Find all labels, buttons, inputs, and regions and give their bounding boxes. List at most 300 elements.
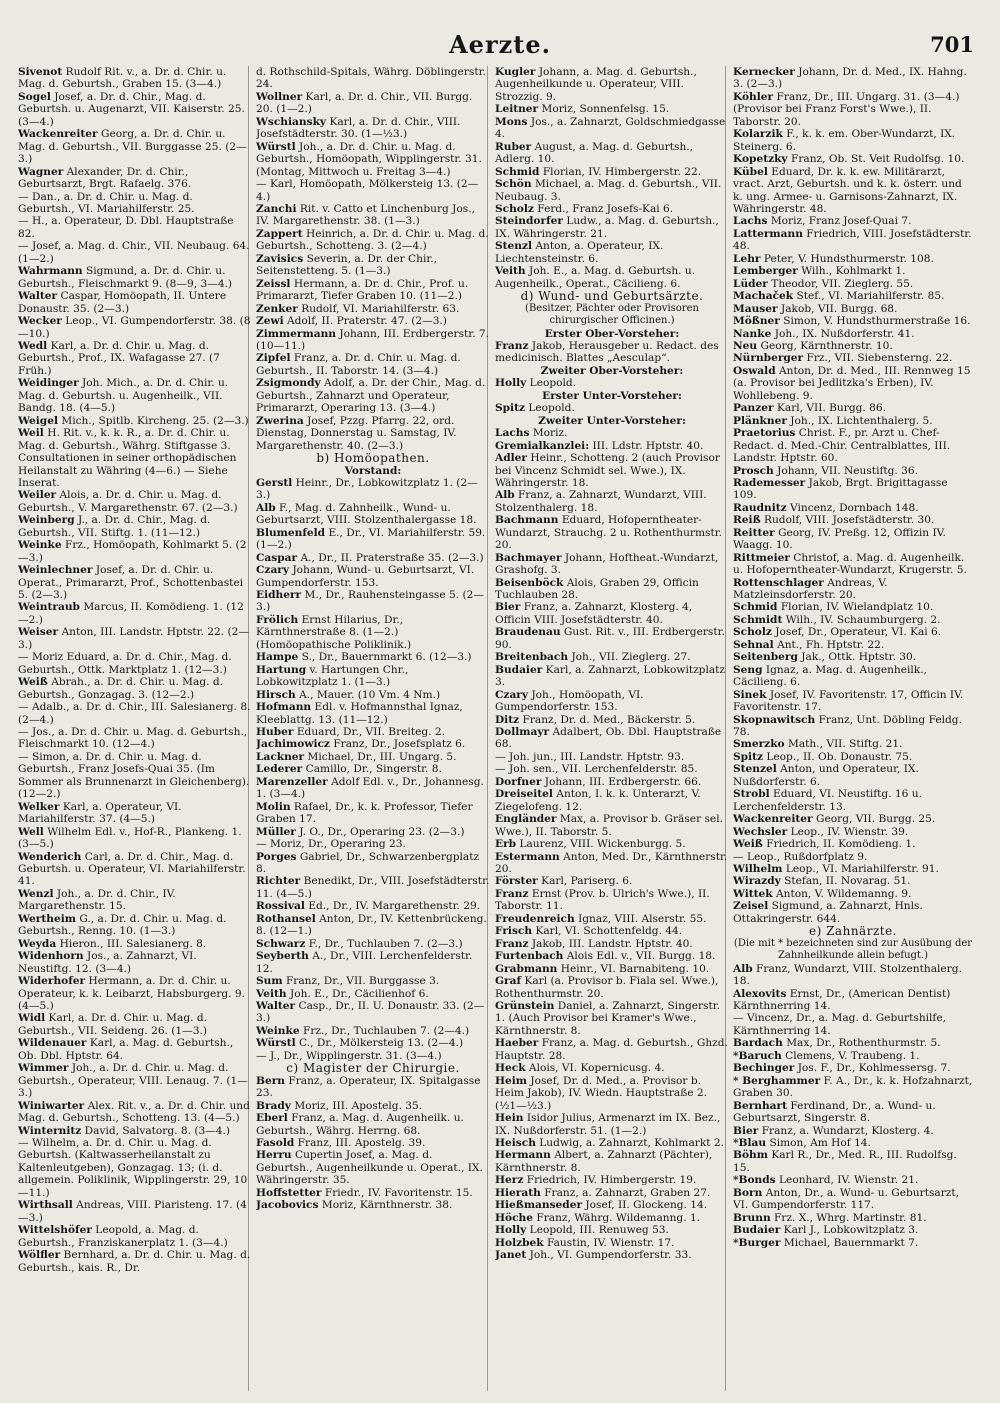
directory-entry	[733, 228, 973, 253]
directory-entry	[733, 1012, 973, 1037]
entry-name: Budaier	[733, 1224, 781, 1237]
entry-details: E., Dr., VI. Mariahilferstr. 59. (1—2.)	[256, 526, 486, 552]
directory-entry	[495, 514, 729, 551]
entry-details: J. O., Dr., Operaring 23. (2—3.)	[299, 825, 465, 838]
directory-entry	[733, 265, 973, 277]
entry-details: Gust. Rit. v., III. Erdbergerstr. 90.	[495, 626, 725, 651]
directory-entry	[495, 116, 729, 141]
directory-entry	[256, 851, 490, 876]
entry-details: Joh., IX. Lichtenthalerg. 5.	[790, 414, 933, 427]
directory-entry	[256, 988, 490, 1000]
directory-entry	[733, 1174, 973, 1186]
entry-details: Moriz, Sonnenfelsg. 15.	[541, 103, 670, 116]
directory-entry	[18, 1100, 252, 1125]
directory-entry	[18, 975, 252, 1012]
entry-details: Joh., a. Dr. d. Chir., IV. Margarethenstr. 15.	[18, 887, 176, 913]
entry-name: Lemberger	[733, 265, 798, 278]
entry-details: Benedikt, Dr., VIII. Josefstädterstr. 11. (4—5.)	[256, 875, 490, 900]
entry-details: Josef, II. Glockeng. 14.	[585, 1199, 708, 1212]
directory-entry	[733, 315, 973, 327]
directory-entry	[256, 801, 490, 826]
entry-details: Laurenz, VIII. Wickenburgg. 5.	[519, 838, 686, 851]
entry-name: Blumenfeld	[256, 526, 326, 539]
entry-details: Karl, a. Dr. d. Chir. u. Mag. d. Geburtsh., VII. Seideng. 26. (1—3.)	[18, 1012, 208, 1037]
entry-name: Veith	[495, 265, 526, 278]
entry-name: Weinberg	[18, 514, 75, 527]
entry-name: Wschiansky	[256, 115, 327, 128]
entry-name: Brady	[256, 1099, 291, 1112]
entry-details: August, a. Mag. d. Geburtsh., Adlerg. 10.	[495, 140, 694, 166]
entry-name: Wedl	[18, 339, 48, 352]
entry-details: Ludw., a. Mag. d. Geburtsh., IX. Währingerstr. 21.	[495, 215, 719, 240]
entry-name: Beisenböck	[495, 576, 564, 589]
directory-entry	[256, 1112, 490, 1137]
entry-details: Joh. E., Dr., Cäcilienhof 6.	[289, 987, 429, 1000]
directory-entry	[733, 626, 973, 638]
directory-entry	[18, 240, 252, 265]
directory-entry	[256, 91, 490, 116]
entry-name: Lattermann	[733, 227, 803, 240]
directory-entry	[495, 875, 729, 887]
entry-details: Michael, a. Mag. d. Geburtsh., VII. Neubaug. 3.	[495, 178, 722, 203]
entry-details: Leopold, a. Mag. d. Geburtsh., Franziskanerplatz 1. (3—4.)	[18, 1224, 228, 1249]
directory-entry	[18, 489, 252, 514]
entry-details: Johann, III. Erdbergerstr. 7. (10—11.)	[256, 327, 490, 352]
entry-details: Franz, a. Wundarzt, Klosterg. 4.	[761, 1124, 934, 1137]
entry-name: Frisch	[495, 925, 533, 938]
entry-details: Leop., IV. Wienstr. 39.	[790, 825, 909, 838]
entry-details: — J., Dr., Wipplingerstr. 31. (3—4.)	[256, 1049, 442, 1062]
entry-details: Wilhelm Edl. v., Hof-R., Plankeng. 1. (3—5.)	[18, 825, 242, 851]
entry-details: Franz, Dr., Josefsplatz 6.	[333, 738, 466, 751]
directory-entry	[733, 1062, 973, 1074]
entry-name: Alb	[495, 489, 515, 502]
entry-name: Ruber	[495, 140, 532, 153]
entry-name: Mößner	[733, 315, 780, 328]
directory-entry	[256, 315, 490, 327]
entry-name: Molin	[256, 800, 291, 813]
entry-details: Mich., Spitlb. Kircheng. 25. (2—3.)	[61, 414, 249, 427]
entry-details: Christ. F., pr. Arzt u. Chef-Redact. d. Med.-Chir. Centralblattes, III. Landstr. Hptstr. 60.	[733, 427, 951, 465]
directory-entry	[495, 215, 729, 240]
directory-entry	[495, 577, 729, 602]
entry-name: Rossival	[256, 900, 305, 913]
entry-name: Zenker	[256, 302, 298, 315]
entry-details: Rudolf, VIII. Josefstädterstr. 30.	[764, 514, 935, 527]
entry-details: Florian, IV. Himbergerstr. 22.	[542, 165, 702, 178]
entry-name: Well	[18, 825, 44, 838]
entry-name: Stenzl	[495, 240, 533, 253]
directory-entry	[256, 1137, 490, 1149]
page-number: 701	[930, 32, 974, 57]
directory-entry	[733, 863, 973, 875]
directory-entry	[256, 664, 490, 689]
entry-name: Fasold	[256, 1136, 295, 1149]
entry-name: Nanke	[733, 327, 772, 340]
entry-name: Hoffstetter	[256, 1186, 322, 1199]
directory-entry	[256, 701, 490, 726]
directory-entry	[256, 875, 490, 900]
entry-name: Plänkner	[733, 414, 787, 427]
entry-name: Scholz	[495, 202, 534, 215]
section-heading: e) Zahnärzte.	[809, 924, 897, 939]
directory-entry	[733, 851, 973, 863]
directory-entry	[733, 826, 973, 838]
directory-entry	[256, 527, 490, 552]
entry-details: Jakob, Brgt. Brigittagasse 109.	[733, 476, 948, 502]
entry-name: Holzbek	[495, 1236, 544, 1249]
section-note: (Die mit * bezeichneten sind zur Ausübung der Zahnheilkunde allein befugt.)	[733, 937, 973, 962]
entry-name: Widerhofer	[18, 975, 86, 988]
entry-name: Wackenreiter	[18, 128, 98, 141]
entry-details: Ferdinand, Dr., a. Wund- u. Geburtsarzt, Singerstr. 8.	[733, 1099, 936, 1125]
entry-details: Ignaz, VIII. Alserstr. 55.	[578, 912, 707, 925]
entry-details: Simon, Am Hof 14.	[769, 1136, 871, 1149]
entry-details: Franz, Unt. Döbling Feldg. 78.	[733, 713, 962, 739]
entry-details: Leopold.	[528, 402, 575, 415]
entry-details: Franz, Dr., III. Ungarg. 31. (3—4.) (Provisor bei Franz Forst's Wwe.), II. Taborstr. 20.	[733, 90, 960, 128]
entry-details: Edl. v. Hofmannsthal Ignaz, Kleeblattg. 13. (11—12.)	[256, 701, 463, 726]
entry-name: Frölich	[256, 613, 299, 626]
directory-entry	[18, 315, 252, 340]
entry-details: Karl, a. Dr. d. Chir., VIII. Josefstädterstr. 30. (1—½3.)	[256, 115, 461, 141]
directory-entry	[733, 365, 973, 402]
entry-name: Huber	[256, 726, 294, 739]
entry-details: — Moriz, Dr., Operaring 23.	[256, 838, 406, 851]
directory-entry	[256, 651, 490, 663]
entry-details: — Joh. jun., III. Landstr. Hptstr. 93.	[495, 750, 685, 763]
entry-name: Adler	[495, 452, 527, 465]
directory-entry	[733, 875, 973, 887]
directory-entry	[18, 1224, 252, 1249]
entry-details: Rafael, Dr., k. k. Professor, Tiefer Graben 17.	[256, 800, 473, 826]
entry-name: Caspar	[256, 551, 298, 564]
entry-details: Casp., Dr., II. U. Donaustr. 33. (2—3.)	[256, 999, 485, 1025]
entry-details: F. A., Dr., k. k. Hofzahnarzt, Graben 30.	[733, 1074, 973, 1100]
directory-entry	[495, 626, 729, 651]
directory-entry	[256, 1025, 490, 1037]
entry-name: Weiler	[18, 489, 57, 502]
directory-entry	[256, 253, 490, 278]
directory-entry	[18, 91, 252, 128]
directory-entry	[495, 66, 729, 103]
entry-name: Reiß	[733, 514, 761, 527]
entry-details: A., Dr., II. Praterstraße 35. (2—3.)	[300, 551, 484, 564]
directory-entry	[495, 1212, 729, 1224]
entry-details: Karl R., Dr., Med. R., III. Rudolfsg. 15.	[733, 1149, 957, 1174]
directory-entry	[18, 514, 252, 539]
section-note: (Besitzer, Pächter oder Provisoren chirurgischer Officinen.)	[525, 302, 699, 327]
directory-entry	[256, 726, 490, 738]
entry-details: Franz, Wundarzt, VIII. Stolzenthalerg. 18.	[733, 962, 962, 988]
entry-name: Wimmer	[18, 1062, 69, 1075]
entry-details: Friedr., IV. Favoritenstr. 15.	[324, 1186, 473, 1199]
directory-entry	[733, 402, 973, 414]
entry-name: Bechinger	[733, 1062, 795, 1075]
directory-entry	[495, 751, 729, 763]
entry-details: Georg, VII. Burgg. 25.	[816, 813, 936, 826]
directory-entry	[18, 851, 252, 888]
entry-details: Johann, a. Mag. d. Geburtsh., Augenheilkunde u. Operateur, VIII. Strozzig. 9.	[495, 66, 697, 103]
entry-name: Kübel	[733, 165, 768, 178]
directory-entry	[733, 215, 973, 227]
entry-details: Johann, Dr. d. Med., IX. Hahng. 3. (2—3.)	[733, 66, 967, 91]
directory-entry	[733, 253, 973, 265]
entry-name: Welker	[18, 800, 60, 813]
entry-name: * Berghammer	[733, 1074, 821, 1087]
entry-name: Wittelshöfer	[18, 1224, 92, 1237]
directory-entry	[495, 975, 729, 1000]
entry-name: Franz	[495, 887, 529, 900]
entry-name: Wenderich	[18, 850, 82, 863]
entry-details: — Josef, a. Mag. d. Chir., VII. Neubaug. 64. (1—2.)	[18, 240, 250, 265]
entry-details: Josef, IV. Favoritenstr. 17, Officin IV. Favoritenstr. 17.	[733, 688, 964, 714]
directory-entry	[495, 203, 729, 215]
entry-details: Georg, IV. Preßg. 12, Offizin IV. Waagg. 10.	[733, 526, 946, 552]
entry-details: Adalbert, Ob. Dbl. Hauptstraße 68.	[495, 726, 722, 751]
entry-name: Mons	[495, 115, 528, 128]
directory-entry	[495, 240, 729, 265]
entry-details: Anton, V. Wildemanng. 9.	[775, 887, 912, 900]
directory-entry	[18, 66, 252, 91]
entry-details: Friedrich, VIII. Josefstädterstr. 48.	[733, 227, 972, 253]
entry-name: Kernecker	[733, 66, 795, 78]
entry-details: Josef, Dr., Operateur, VI. Kai 6.	[775, 626, 942, 639]
entry-name: Bier	[495, 601, 521, 614]
entry-name: *Blau	[733, 1136, 767, 1149]
entry-details: Eduard, Hofoperntheater-Wundarzt, Strauchg. 2 u. Rothenthurmstr. 20.	[495, 514, 722, 552]
entry-name: Wechsler	[733, 825, 788, 838]
entry-details: Jos., a. Zahnarzt, Goldschmiedgasse 4.	[495, 115, 726, 141]
directory-entry	[18, 1137, 252, 1199]
directory-entry	[733, 1149, 973, 1174]
directory-entry	[256, 477, 490, 502]
directory-entry	[733, 1100, 973, 1125]
entry-name: Heisch	[495, 1136, 536, 1149]
entry-name: Bern	[256, 1074, 285, 1087]
entry-details: Abrah., a. Dr. d. Chir. u. Mag. d. Geburtsh., Gonzagag. 3. (12—2.)	[18, 676, 224, 701]
entry-details: Alois, VI. Kopernicusg. 4.	[528, 1062, 665, 1075]
entry-details: Heinr., Dr., Lobkowitzplatz 1. (2—3.)	[256, 476, 478, 502]
entry-details: Karl (a. Provisor b. Fiala sel. Wwe.), Rothenthurmstr. 20.	[495, 975, 719, 1000]
entry-details: Josef, Dr. d. Med., a. Provisor b. Heim Jakob), IV. Wiedn. Hauptstraße 2. (½1—½3.)	[495, 1074, 708, 1112]
entry-details: Camillo, Dr., Singerstr. 8.	[305, 763, 442, 776]
directory-entry	[18, 415, 252, 427]
entry-name: Panzer	[733, 402, 774, 415]
entry-name: Eidherr	[256, 589, 302, 602]
directory-entry	[733, 552, 973, 577]
directory-entry	[733, 153, 973, 165]
directory-entry	[733, 427, 973, 464]
entry-name: Hein	[495, 1112, 524, 1125]
entry-details: Frz., VII. Siebensterng. 22.	[806, 352, 953, 365]
directory-entry	[256, 377, 490, 414]
entry-name: Zewi	[256, 315, 284, 328]
entry-details: Andreas, VIII. Piaristeng. 17. (4—3.)	[18, 1199, 247, 1224]
directory-entry	[733, 639, 973, 651]
directory-entry	[256, 278, 490, 303]
directory-entry	[495, 851, 729, 876]
entry-name: Grabmann	[495, 962, 558, 975]
directory-entry	[18, 166, 252, 191]
entry-name: Wildenauer	[18, 1037, 87, 1050]
entry-name: Bachmayer	[495, 551, 562, 564]
entry-name: Dollmayr	[495, 726, 550, 739]
entry-details: Anton, Dr., IV. Kettenbrückeng. 8. (12—1.)	[256, 912, 487, 938]
entry-name: Hofmann	[256, 701, 312, 714]
entry-name: Schmid	[733, 601, 778, 614]
directory-entry	[495, 838, 729, 850]
directory-entry	[18, 888, 252, 913]
entry-name: Schmidt	[733, 613, 783, 626]
directory-entry	[495, 788, 729, 813]
entry-details: Johann, Hoftheat.-Wundarzt, Grashofg. 3.	[495, 551, 719, 577]
directory-entry	[256, 228, 490, 253]
directory-entry	[256, 589, 490, 614]
entry-details: Jos. F., Dr., Kohlmessersg. 7.	[797, 1062, 951, 1075]
entry-details: Joh., VI. Gumpendorferstr. 33.	[529, 1249, 692, 1262]
entry-details: Wilh., IV. Schaumburgerg. 2.	[785, 613, 941, 626]
directory-entry	[256, 751, 490, 763]
entry-name: Stenzel	[733, 763, 777, 776]
entry-name: Zappert	[256, 227, 303, 240]
entry-details: Joh., Homöopath, VI. Gumpendorferstr. 153.	[495, 688, 644, 714]
entry-name: Raudnitz	[733, 501, 787, 514]
entry-details: Wilh., Kohlmarkt 1.	[801, 265, 906, 278]
entry-details: Jos., a. Zahnarzt, VI. Neustiftg. 12. (3—4.)	[18, 950, 197, 975]
directory-entry	[733, 763, 973, 788]
entry-name: Herru	[256, 1149, 292, 1162]
entry-name: Rittmeier	[733, 551, 790, 564]
entry-name: Ditz	[495, 713, 520, 726]
directory-entry	[495, 178, 729, 203]
directory-entry	[733, 1050, 973, 1062]
entry-name: Hampe	[256, 651, 299, 664]
entry-details: — H., a. Operateur, D. Dbl. Hauptstraße 82.	[18, 215, 234, 240]
entry-name: Förster	[495, 875, 538, 888]
entry-details: David, Salvatorg. 8. (3—4.)	[84, 1124, 231, 1137]
entry-details: A., Dr., VIII. Lerchenfelderstr. 12.	[256, 950, 473, 975]
directory-entry	[495, 950, 729, 962]
directory-entry	[495, 1249, 729, 1261]
entry-name: Widenhorn	[18, 950, 84, 963]
directory-entry	[495, 601, 729, 626]
directory-entry	[256, 913, 490, 938]
entry-name: Zwerina	[256, 414, 304, 427]
subheading: Zweiter Unter-Vorsteher:	[538, 414, 686, 427]
entry-name: Weigel	[18, 414, 58, 427]
directory-entry	[18, 701, 252, 726]
directory-entry	[18, 1125, 252, 1137]
entry-name: Walter	[256, 999, 296, 1012]
entry-details: Karl, Pariserg. 6.	[541, 875, 633, 888]
directory-entry	[733, 1125, 973, 1137]
column-3	[495, 66, 729, 1391]
entry-details: J., a. Dr. d. Chir., Mag. d. Geburtsh., VII. Stiftg. 1. (11—12.)	[18, 514, 211, 539]
directory-entry	[733, 66, 973, 91]
entry-name: Weyda	[18, 937, 57, 950]
entry-name: Graf	[495, 975, 522, 988]
directory-entry	[495, 1112, 729, 1137]
entry-name: Hermann	[495, 1149, 551, 1162]
entry-name: Gremialkanzlei:	[495, 439, 590, 452]
entry-name: Herz	[495, 1174, 524, 1187]
directory-entry	[495, 963, 729, 975]
entry-details: Moriz, III. Apostelg. 35.	[294, 1099, 423, 1112]
entry-details: Adolf, II. Praterstr. 47. (2—3.)	[287, 315, 447, 328]
entry-name: Zavisics	[256, 252, 304, 265]
entry-details: Joh. E., a. Mag. d. Geburtsh. u. Augenheilk., Operat., Cäcilieng. 6.	[495, 265, 696, 290]
entry-name: Alb	[733, 962, 753, 975]
entry-details: F., k. k. em. Ober-Wundarzt, IX. Steinerg. 6.	[733, 128, 956, 153]
entry-name: Seng	[733, 663, 763, 676]
directory-entry	[256, 1199, 490, 1211]
entry-name: Wölfler	[18, 1249, 61, 1262]
subheading: Zweiter Ober-Vorsteher:	[540, 364, 684, 377]
entry-name: Weiß	[18, 676, 48, 689]
entry-details: Friedrich, IV. Himbergerstr. 19.	[526, 1174, 697, 1187]
directory-entry	[495, 913, 729, 925]
entry-details: Rit. v. Catto et Linchenburg Jos., IV. Margarethenstr. 38. (1—3.)	[256, 202, 475, 228]
entry-name: Bier	[733, 1124, 759, 1137]
entry-details: Eduard, Dr., VII. Breiteg. 2.	[296, 726, 445, 739]
entry-details: Ignaz, a. Mag. d. Augenheilk., Cäcilieng. 6.	[733, 663, 927, 689]
directory-entry	[18, 1012, 252, 1037]
entry-name: Wahrmann	[18, 265, 83, 278]
directory-entry	[256, 776, 490, 801]
directory-entry	[256, 1037, 490, 1049]
entry-details: Franz, Währg. Wildemanng. 1.	[536, 1211, 701, 1224]
entry-name: Schwarz	[256, 937, 306, 950]
entry-name: Holly	[495, 377, 527, 390]
directory-entry	[18, 1249, 252, 1274]
entry-details: Franz, a. Mag. d. Geburtsh., Ghzd. Hauptstr. 28.	[495, 1037, 728, 1062]
directory-entry	[18, 1037, 252, 1062]
entry-details: Sigmund, a. Zahnarzt, Hnls. Ottakringerstr. 644.	[733, 900, 923, 925]
entry-name: Alb	[256, 501, 276, 514]
directory-entry	[18, 427, 252, 489]
directory-entry	[256, 415, 490, 452]
entry-details: Carl, a. Dr. d. Chir., Mag. d. Geburtsh. u. Operateur, VI. Mariahilferstr. 41.	[18, 850, 246, 888]
entry-details: Rudolf Rit. v., a. Dr. d. Chir. u. Mag. d. Geburtsh., Graben 15. (3—4.)	[18, 66, 227, 91]
entry-details: Severin, a. Dr. der Chir., Seitenstetteng. 5. (1—3.)	[256, 252, 437, 278]
directory-entry	[733, 738, 973, 750]
entry-name: Smerzko	[733, 738, 785, 751]
directory-entry	[495, 427, 729, 439]
entry-details: Faustin, IV. Wienstr. 17.	[546, 1236, 675, 1249]
entry-name: Gerstl	[256, 476, 293, 489]
entry-name: Spitz	[495, 402, 525, 415]
directory-entry	[495, 689, 729, 714]
entry-details: — Dan., a. Dr. d. Chir. u. Mag. d. Geburtsh., VI. Mariahilferstr. 25.	[18, 190, 195, 215]
entry-details: Josef, Pzzg. Pfarrg. 22, ord. Dienstag, Donnerstag u. Samstag, IV. Margarethenstr. 40. (2—3.)	[256, 414, 457, 452]
entry-details: Anton, I. k. k. Unterarzt, V. Ziegelofeng. 12.	[495, 788, 701, 813]
entry-details: Friedrich, II. Komödieng. 1.	[766, 838, 916, 851]
entry-name: Zipfel	[256, 352, 291, 365]
entry-details: Franz, Dr., VII. Burggasse 3.	[285, 975, 440, 988]
directory-entry	[733, 888, 973, 900]
directory-entry	[733, 1224, 973, 1236]
directory-entry	[256, 900, 490, 912]
entry-name: Weil	[18, 427, 44, 440]
entry-name: Erb	[495, 838, 517, 851]
entry-details: Eduard, VI. Neustiftg. 16 u. Lerchenfelderstr. 13.	[733, 788, 922, 813]
entry-details: — Moriz Eduard, a. Dr. d. Chir., Mag. d. Geburtsh., Ottk. Marktplatz 1. (12—3.)	[18, 651, 232, 676]
entry-name: Sehnal	[733, 638, 774, 651]
entry-details: Karl, a. Operateur, VI. Mariahilferstr. 37. (4—5.)	[18, 800, 182, 826]
entry-details: — Adalb., a. Dr. d. Chir., III. Salesianerg. 8. (2—4.)	[18, 701, 251, 726]
directory-entry	[256, 141, 490, 178]
